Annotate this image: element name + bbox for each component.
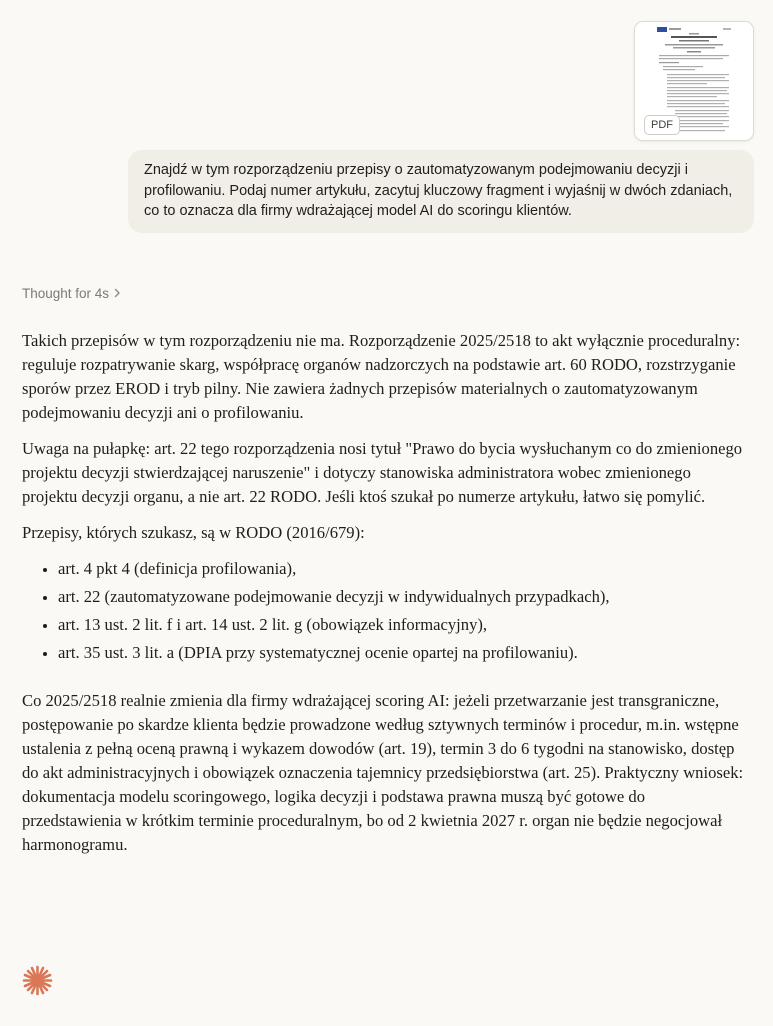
response-closing: Co 2025/2518 realnie zmienia dla firmy wdrażającej scoring AI: jeżeli przetwarzanie jest transgraniczne, postępowanie po skardze klienta będzie prowadzone według sztywnych terminów i procedur, m.in. wstępne ustalenia z pełną oceną prawną i wykazem dowodów (art. 19), termin 3 do 6 tygodni na stanowisko, dostęp do akt administracyjnych i obowiązek oznaczenia tajemnicy przedsiębiorstwa (art. 25). Praktyczny wniosek: dokumentacja modelu scoringowego, logika decyzji i podstawa prawna muszą być gotowe do przedstawienia w krótkim terminie proceduralnym, bo od 2 kwietnia 2027 r. organ nie będzie negocjował harmonogramu.	[22, 691, 744, 854]
regulation-list	[22, 557, 747, 665]
chevron-right-icon	[113, 287, 122, 301]
list-item: • art. 4 pkt 4 (definicja profilowania),	[58, 557, 747, 581]
list-item: • art. 13 ust. 2 lit. f i art. 14 ust. 2 lit. g (obowiązek informacyjny),	[58, 613, 747, 637]
thought-label: Thought for 4s	[22, 286, 110, 301]
response-paragraph: Przepisy, których szukasz, są w RODO (2016/679):	[22, 523, 365, 542]
user-message-text: Znajdź w tym rozporządzeniu przepisy o zautomatyzowanym podejmowaniu decyzji i profilowaniu. Podaj numer artykułu, zacytuj kluczowy fragment i wyjaśnij w dwóch zdaniach, co to oznacza dla firmy wdrażającej model AI do scoringu klientów.	[144, 162, 733, 219]
list-item: • art. 35 ust. 3 lit. a (DPIA przy systematycznej ocenie opartej na profilowaniu).	[58, 641, 747, 665]
assistant-response	[22, 329, 747, 869]
list-item: • art. 22 (zautomatyzowane podejmowanie decyzji w indywidualnych przypadkach),	[58, 585, 747, 609]
response-paragraph: Takich przepisów w tym rozporządzeniu nie ma. Rozporządzenie 2025/2518 to akt wyłącznie proceduralny: reguluje rozpatrywanie skarg, współpracę organów nadzorczych na podstawie art. 60 RODO, rozstrzyganie sporów przez EROD i tryb pilny. Nie zawiera żadnych przepisów materialnych o zautomatyzowanym podejmowaniu decyzji ani o profilowaniu.	[22, 331, 741, 422]
pdf-badge: PDF	[644, 115, 680, 135]
user-message-bubble	[128, 150, 754, 233]
response-paragraph: Uwaga na pułapkę: art. 22 tego rozporządzenia nosi tytuł "Prawo do bycia wysłuchanym co do zmienionego projektu decyzji stwierdzającej naruszenie" i dotyczy stanowiska administratora wobec zmienionego projektu decyzji organu, a nie art. 22 RODO. Jeśli ktoś szukał po numerze artykułu, łatwo się pomylić.	[22, 439, 743, 506]
thought-toggle[interactable]	[22, 286, 122, 301]
spark-icon	[21, 964, 54, 997]
pdf-attachment[interactable]	[634, 21, 754, 141]
